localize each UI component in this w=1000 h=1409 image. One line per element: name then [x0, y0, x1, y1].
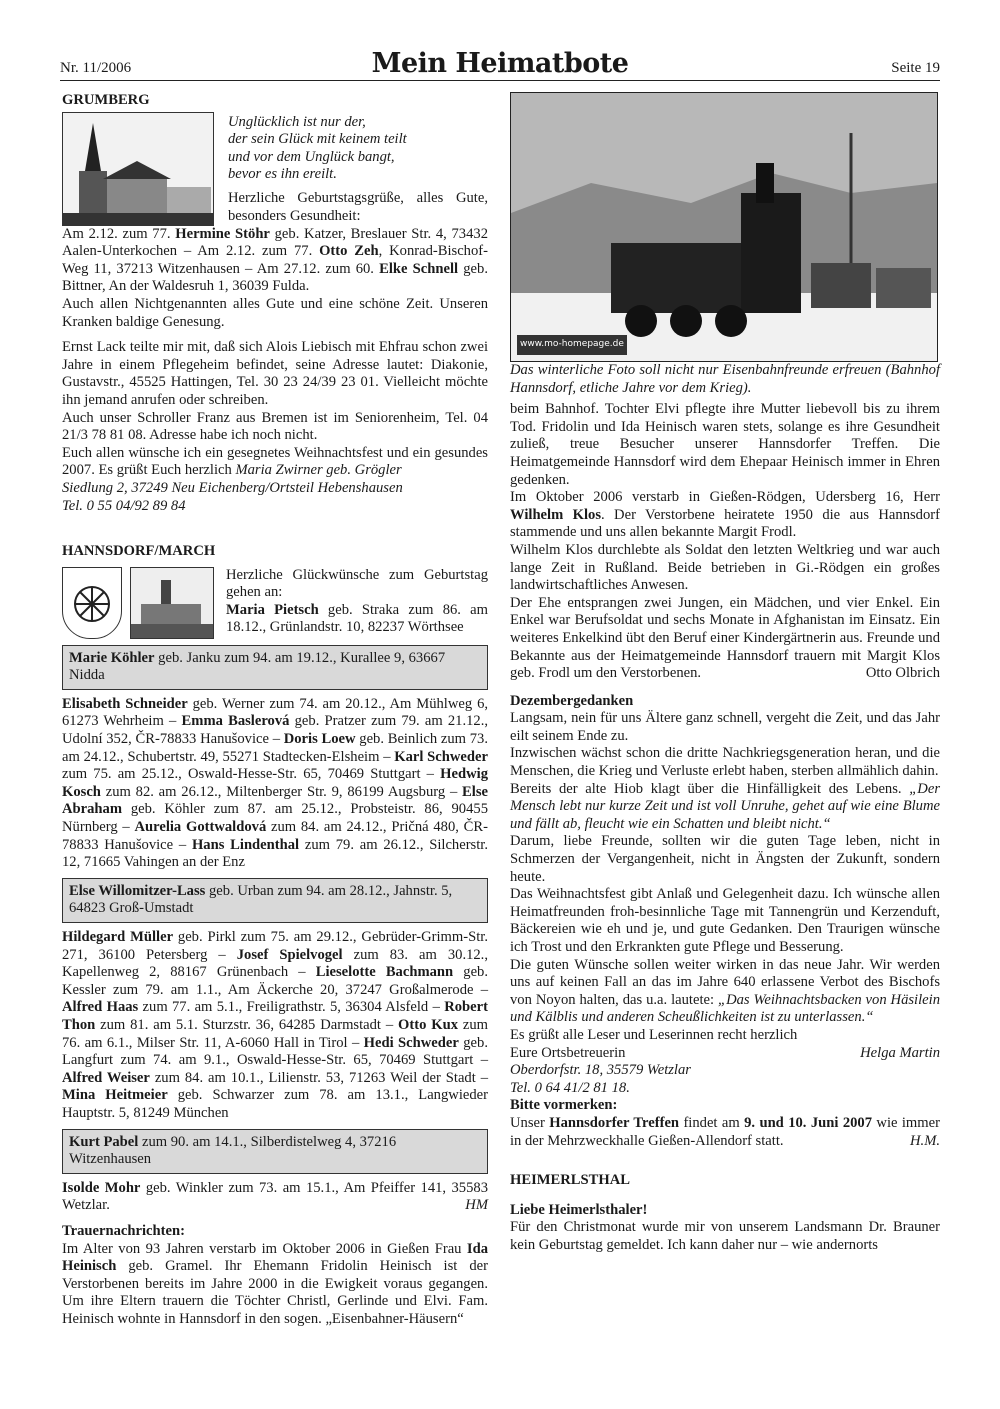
person-name: Otto Kux	[398, 1016, 459, 1033]
section-title-dezembergedanken: Dezembergedanken	[510, 692, 634, 709]
text: geb. Katzer, Breslauer Str. 4, 73432 Aalen-Unterkochen – Am 2.12. zum 77.	[62, 225, 488, 260]
text: , Konrad-Bischof-Weg 11, 37213 Witzenhausen – Am 27.12. zum 60.	[62, 243, 489, 277]
text: geb. Kessler zum 79. am 1.1., Am Äckerche 20, 37247 Großalmerode –	[62, 964, 488, 998]
signature-name: Helga Martin	[860, 1044, 940, 1061]
text: Der Ehe entsprangen zwei Jungen, ein Mädchen, und vier Enkel. Ein Enkel war Berufsoldat und sechs Monate in Afghanistan im Einsatz. Ein weiteres Enkelkind übt den Beruf einer Kindergärtnerin aus. Freunde und Bekannte aus der Heimatgemeinde Hannsdorf trauern mit Margit Klos geb. Frodl um den Verstorbenen.	[510, 594, 940, 682]
text: geb. Werner zum 74. am 20.12., Am Mühlweg 6, 61273 Wehrheim –	[62, 695, 489, 730]
text: geb. Gramel. Ihr Ehemann Fridolin Heinisch ist der Verstorbenen bereits im Jahre 2000 in die Ewigkeit voraus gegangen. Um ihre Eltern trauern die Töchter Christl, Gerlinde und Elvi. Fam. Heinisch wohnte in Hannsdorf in den sogen. „Eisenbahner-Häusern“	[62, 1258, 488, 1327]
person-name: Alfred Haas	[62, 999, 139, 1016]
signature: Otto Olbrich	[865, 665, 940, 682]
right-column	[510, 92, 940, 1255]
text: geb. Winkler zum 73. am 15.1., Am Pfeiffer 141, 35583 Wetzlar.	[62, 1179, 488, 1214]
photo-caption: Das winterliche Foto soll nicht nur Eisenbahnfreunde erfreuen (Bahnhof Hannsdorf, etliche Jahre vor dem Krieg).	[510, 362, 940, 396]
text: wie immer in der Mehrzweckhalle Gießen-Allendorf statt.	[510, 1114, 940, 1149]
village-illustration	[130, 567, 214, 639]
greeting-intro: Herzliche Glückwünsche zum Geburtstag gehen an:	[226, 566, 488, 601]
person-name: Hildegard Müller	[62, 929, 174, 945]
text: zum 90. am 14.1., Silberdistelweg 4, 37216 Witzenhausen	[69, 1133, 397, 1168]
reminder-title: Bitte vormerken:	[510, 1097, 618, 1114]
person-name: Karl Schweder	[394, 748, 488, 765]
person-name: Maria Pietsch	[226, 601, 319, 618]
person-name: Elke Schnell	[379, 260, 459, 277]
paragraph	[510, 957, 940, 1027]
masthead-title: Mein Heimatbote	[371, 48, 629, 79]
event-name: Hannsdorfer Treffen	[549, 1114, 680, 1131]
text: zum 77. am 5.1., Freiligrathstr. 5, 36304 Alsfeld –	[138, 999, 445, 1016]
section-title-heimerlsthal: HEIMERLSTHAL	[510, 1172, 631, 1189]
person-name: Alfred Weiser	[62, 1069, 150, 1086]
event-date: 9. und 10. Juni 2007	[744, 1114, 873, 1131]
signature-phone: Tel. 0 64 41/2 81 18.	[510, 1079, 630, 1096]
mourning-title: Trauernachrichten:	[62, 1222, 185, 1239]
text: . Der Verstorbene heiratete 1950 die aus Hannsdorf stammende und uns allen bekannte Margit Frodl.	[510, 506, 940, 541]
text: geb. Straka zum 86. am 18.12., Grünlandstr. 10, 82237 Wörthsee	[226, 601, 488, 636]
text: zum 81. am 5.1. Sturzstr. 36, 64285 Darmstadt –	[95, 1016, 399, 1033]
text: Unser	[510, 1114, 550, 1131]
highlight-box	[62, 645, 488, 690]
poem-line: und vor dem Unglück bangt,	[228, 148, 395, 165]
person-name: Isolde Mohr	[62, 1179, 141, 1196]
paragraph: Langsam, nein für uns Ältere ganz schnell, vergeht die Zeit, und das Jahr eilt seinem Ende zu.	[510, 710, 940, 744]
text: findet am	[679, 1114, 745, 1131]
person-name: Hermine Stöhr	[175, 225, 270, 242]
section-title-hannsdorf: HANNSDORF/MARCH	[62, 543, 216, 560]
text: geb. Pirkl zum 75. am 29.12., Gebrüder-Grimm-Str. 271, 36100 Petersberg –	[62, 929, 488, 963]
signature-phone: Tel. 0 55 04/92 89 84	[62, 497, 186, 514]
person-name: Ida Heinisch	[62, 1240, 488, 1275]
train-photo	[510, 92, 938, 362]
photo-credit: www.mo-homepage.de	[517, 335, 627, 355]
paragraph: Das Weihnachtsfest gibt Anlaß und Gelegenheit dazu. Ich wünsche allen Heimatfreunden froh-besinnliche Tage mit Tannengrün und Kerzenduft, Bäckereien wie eh und je, und gute Gedanken. Den Traurigen wünsche ich Trost und den Erkrankten gute Pflege und Besserung.	[510, 886, 940, 955]
paragraph: Wilhelm Klos durchlebte als Soldat den letzten Weltkrieg und war auch lange Zeit in Rußland. Beide betrieben in Gi.-Rödgen ein großes landwirtschaftliches Anwesen.	[510, 541, 940, 594]
birthday-entry	[62, 1180, 488, 1215]
left-column	[62, 92, 488, 1328]
paragraph: Auch unser Schroller Franz aus Bremen ist im Seniorenheim, Tel. 04 21/3 78 81 08. Adresse habe ich noch nicht.	[62, 409, 488, 444]
quote: „Der Mensch lebt nur kurze Zeit und ist voll Unruhe, gehet auf wie eine Blume und fällt ab, fleucht wie ein Schatten und bleibt nicht.“	[510, 780, 940, 832]
birthday-list	[62, 929, 488, 1123]
person-name: Robert Thon	[62, 999, 488, 1033]
person-name: Kurt Pabel	[69, 1133, 139, 1150]
poem-line: bevor es ihn ereilt.	[228, 166, 337, 183]
text: Eure Ortsbetreuerin	[510, 1044, 626, 1061]
closing-text: Auch allen Nichtgenannten alles Gute und eine schöne Zeit. Unseren Kranken baldige Genesung.	[62, 295, 488, 330]
text: Im Alter von 93 Jahren verstarb im Oktober 2006 in Gießen Frau	[62, 1240, 467, 1257]
person-name: Aurelia Gottwaldová	[134, 819, 267, 836]
person-name: Mina Heitmeier	[62, 1087, 168, 1104]
highlight-box	[62, 1129, 488, 1174]
birthday-list-grumberg	[62, 226, 488, 296]
person-name: Hedi Schweder	[363, 1034, 459, 1051]
church-illustration	[62, 112, 214, 226]
text: geb. Schwarzer zum 78. am 13.1., Langwieder Hauptstr. 5, 81249 München	[62, 1087, 488, 1121]
coat-of-arms-icon	[62, 567, 122, 639]
birthday-entry	[226, 602, 488, 637]
paragraph: Es grüßt alle Leser und Leserinnen recht herzlich	[510, 1026, 798, 1043]
text: zum 82. am 26.12., Miltenberger Str. 9, 86199 Augsburg –	[100, 783, 463, 800]
text: geb. Urban zum 94. am 28.12., Jahnstr. 5, 64823 Groß-Umstadt	[69, 882, 453, 917]
paragraph	[62, 445, 488, 480]
person-name: Wilhelm Klos	[510, 506, 602, 523]
person-name: Doris Loew	[283, 731, 356, 748]
page-number: Seite 19	[891, 60, 940, 76]
signature-row	[510, 1045, 940, 1063]
text: zum 83. am 30.12., Kapellenweg 2, 88167 Grünenbach –	[62, 946, 488, 981]
person-name: Emma Baslerová	[181, 713, 290, 730]
person-name: Lieselotte Bachmann	[315, 964, 454, 981]
person-name: Marie Köhler	[69, 649, 155, 666]
mourning-text	[62, 1241, 488, 1329]
text: Im Oktober 2006 verstarb in Gießen-Rödgen, Udersberg 16, Herr	[510, 489, 940, 506]
text: zum 75. am 25.12., Oswald-Hesse-Str. 65, 70469 Stuttgart –	[62, 766, 441, 783]
person-name: Hedwig Kosch	[62, 766, 488, 800]
paragraph	[510, 489, 940, 542]
issue-number: Nr. 11/2006	[60, 60, 132, 76]
text: geb. Köhler zum 87. am 25.12., Probsteistr. 86, 90455 Nürnberg –	[62, 801, 488, 836]
text: geb. Langfurt zum 74. am 9.1., Oswald-Hesse-Str. 65, 70469 Stuttgart –	[62, 1034, 488, 1069]
paragraph: Ernst Lack teilte mir mit, daß sich Alois Liebisch mit Ehfrau schon zwei Jahre in einem Pflegeheim befindet, seine Adresse lautet: Diakonie, Gustavstr., 45525 Hattingen, Tel. 30 23 24/39 23 01. Vielleicht möchte ihn jemand anrufen oder schreiben.	[62, 339, 488, 408]
text: geb. Bittner, An der Waldesruh 1, 36039 Fulda.	[62, 260, 488, 295]
quote: „Das Weihnachtsbacken von Häsilein und Kälblis und anderen Scheußlichkeiten ist zu unterlassen.“	[510, 991, 940, 1026]
paragraph	[510, 781, 940, 834]
text: Am 2.12. zum 77.	[62, 225, 176, 242]
text: Die guten Wünsche sollen weiter wirken in das neue Jahr. Wir werden uns auf keinen Fall an das im Jahre 640 erlassene Verbot des Bischofs von Noyon halten, das u.a. lautete:	[510, 956, 940, 1008]
person-name: Josef Spielvogel	[236, 946, 343, 963]
person-name: Hans Lindenthal	[191, 836, 300, 853]
paragraph	[510, 1115, 940, 1150]
paragraph: Für den Christmonat wurde mir von unserem Landsmann Dr. Brauner kein Geburtstag gemeldet. Ich kann daher nur – wie andernorts	[510, 1219, 940, 1253]
signature-address: Oberdorfstr. 18, 35579 Wetzlar	[510, 1062, 691, 1079]
person-name: Else Willomitzer-Lass	[69, 882, 206, 899]
highlight-box	[62, 878, 488, 923]
paragraph: Inzwischen wächst schon die dritte Nachkriegsgeneration heran, und die Menschen, die Krieg und Verluste erlebt haben, sterben allmählich dahin.	[510, 745, 940, 780]
poem	[222, 112, 488, 226]
section-title-grumberg: GRUMBERG	[62, 92, 150, 108]
text: geb. Beinlich zum 73. am 24.12., Schubertstr. 49, 55271 Stadtecken-Elsheim –	[62, 731, 488, 765]
signature-name: Maria Zwirner geb. Grögler	[235, 462, 402, 479]
text: Euch allen wünsche ich ein gesegnetes Weihnachtsfest und ein gesundes 2007. Es grüßt Euch herzlich	[62, 444, 488, 479]
signature-address: Siedlung 2, 37249 Neu Eichenberg/Ortsteil Hebenshausen	[62, 479, 403, 496]
paragraph	[510, 595, 940, 683]
poem-line: der sein Glück mit keinem teilt	[228, 131, 407, 148]
text: zum 84. am 10.1., Lilienstr. 53, 71263 Weil der Stadt –	[149, 1069, 488, 1086]
birthday-list	[62, 696, 488, 872]
signature: H.M.	[910, 1132, 940, 1149]
page-header	[60, 48, 940, 81]
greeting-heading: Liebe Heimerlsthaler!	[510, 1201, 648, 1218]
text: geb. Janku zum 94. am 19.12., Kurallee 9, 63667 Nidda	[69, 649, 446, 684]
greeting-intro: Herzliche Geburtstagsgrüße, alles Gute, besonders Gesundheit:	[228, 189, 488, 224]
person-name: Elisabeth Schneider	[62, 695, 188, 712]
paragraph: Darum, liebe Freunde, sollten wir die guten Tage leben, nicht in Schmerzen der Vergangenheit, nicht in Ängsten der Zukunft, sondern heute.	[510, 833, 940, 885]
paragraph: beim Bahnhof. Tochter Elvi pflegte ihre Mutter liebevoll bis zu ihrem Tod. Fridolin und Ida Heinisch waren stets, solange es ihre Gesundheit zuließ, treue Besucher unserer Hannsdorfer Treffen. Die Heimatgemeinde Hannsdorf wird dem Ehepaar Heinisch immer in Ehren gedenken.	[510, 401, 940, 488]
person-name: Otto Zeh	[319, 243, 379, 260]
text: Bereits der alte Hiob klagt über die Hinfälligkeit des Lebens.	[510, 780, 910, 797]
text: zum 76. am 6.1., Milser Str. 11, A-6060 Hall in Tirol –	[62, 1016, 489, 1051]
text: zum 84. am 24.12., Pričná 480, ČR-78833 Hanušovice –	[62, 819, 488, 853]
text: zum 79. am 26.12., Silcherstr. 12, 71665 Vahingen an der Enz	[62, 836, 488, 871]
person-name: Else Abraham	[62, 783, 488, 818]
signature: HM	[465, 1197, 488, 1214]
poem-line: Unglücklich ist nur der,	[228, 113, 366, 130]
text: geb. Pratzer zum 79. am 21.12., Udolní 352, ČR-78833 Hanušovice –	[62, 713, 489, 748]
